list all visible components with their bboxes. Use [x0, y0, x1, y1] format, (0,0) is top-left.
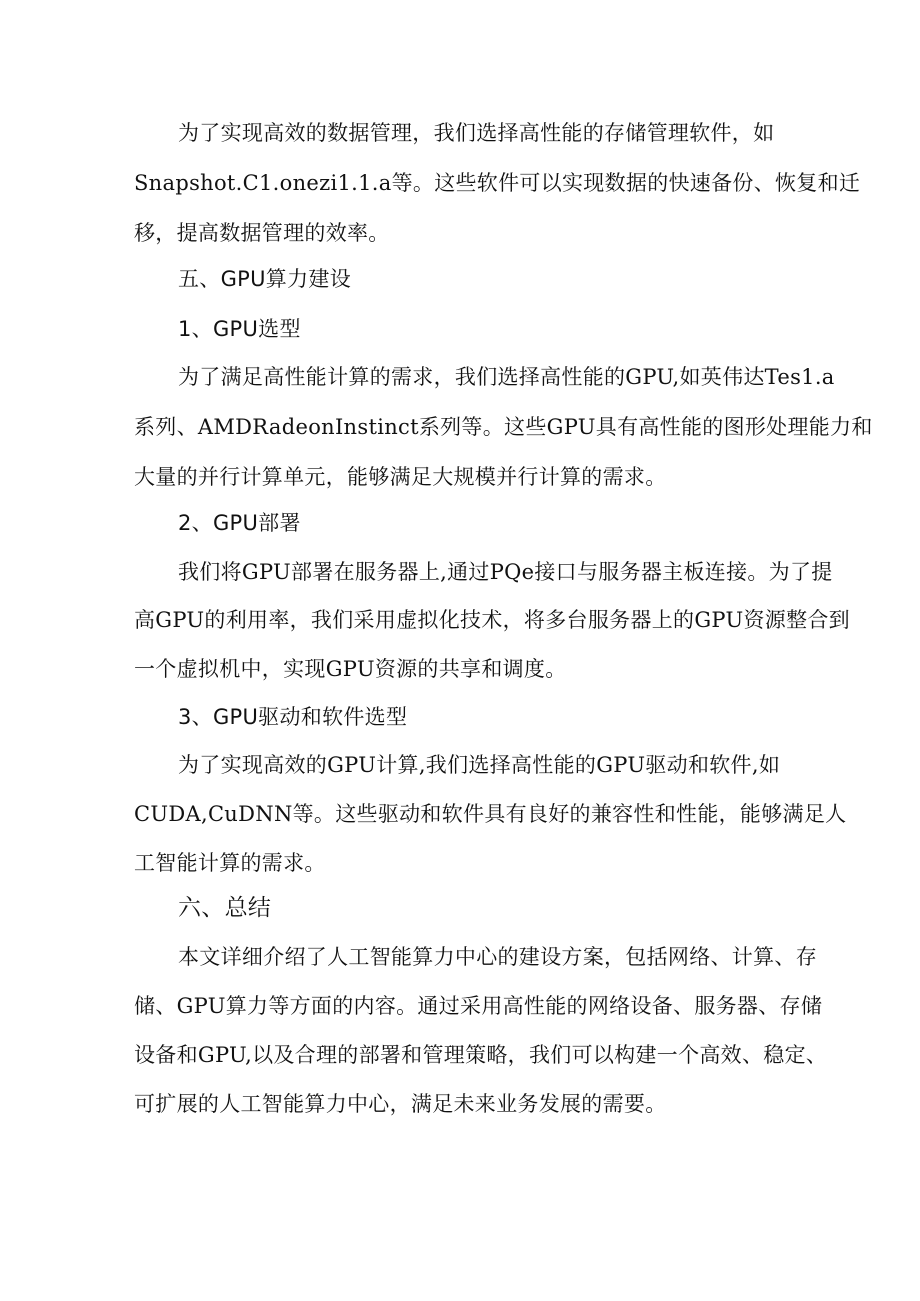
- paragraph-5-line-2: 储、GPU算力等方面的内容。通过采用高性能的网络设备、服务器、存储: [134, 994, 823, 1018]
- subheading-gpu-selection: 1、GPU选型: [178, 317, 301, 341]
- paragraph-4-line-2: CUDA,CuDNN等。这些驱动和软件具有良好的兼容性和性能，能够满足人: [134, 802, 847, 826]
- paragraph-3-line-3: 一个虚拟机中，实现GPU资源的共享和调度。: [134, 657, 567, 681]
- paragraph-3-line-2: 高GPU的利用率，我们采用虚拟化技术，将多台服务器上的GPU资源整合到: [134, 608, 850, 632]
- paragraph-2-line-2: 系列、AMDRadeonInstinct系列等。这些GPU具有高性能的图形处理能力和: [134, 415, 873, 439]
- paragraph-1-line-2: Snapshot.C1.onezi1.1.a等。这些软件可以实现数据的快速备份、恢复和迁: [134, 171, 861, 195]
- subheading-gpu-driver-software: 3、GPU驱动和软件选型: [178, 705, 408, 729]
- paragraph-2-line-3: 大量的并行计算单元，能够满足大规模并行计算的需求。: [134, 465, 667, 489]
- subheading-gpu-deployment: 2、GPU部署: [178, 511, 301, 535]
- paragraph-5-line-3: 设备和GPU,以及合理的部署和管理策略，我们可以构建一个高效、稳定、: [134, 1043, 828, 1067]
- paragraph-5-line-4: 可扩展的人工智能算力中心，满足未来业务发展的需要。: [134, 1092, 667, 1116]
- paragraph-2-line-1: 为了满足高性能计算的需求，我们选择高性能的GPU,如英伟达Tes1.a: [178, 365, 835, 389]
- paragraph-5-line-1: 本文详细介绍了人工智能算力中心的建设方案，包括网络、计算、存: [178, 945, 817, 969]
- section-heading-5: 五、GPU算力建设: [178, 267, 352, 291]
- paragraph-3-line-1: 我们将GPU部署在服务器上,通过PQe接口与服务器主板连接。为了提: [178, 560, 833, 584]
- paragraph-1-line-3: 移，提高数据管理的效率。: [134, 221, 390, 245]
- paragraph-1-line-1: 为了实现高效的数据管理，我们选择高性能的存储管理软件，如: [178, 121, 775, 145]
- paragraph-4-line-3: 工智能计算的需求。: [134, 851, 326, 875]
- section-heading-6: 六、总结: [178, 895, 272, 921]
- paragraph-4-line-1: 为了实现高效的GPU计算,我们选择高性能的GPU驱动和软件,如: [178, 753, 781, 777]
